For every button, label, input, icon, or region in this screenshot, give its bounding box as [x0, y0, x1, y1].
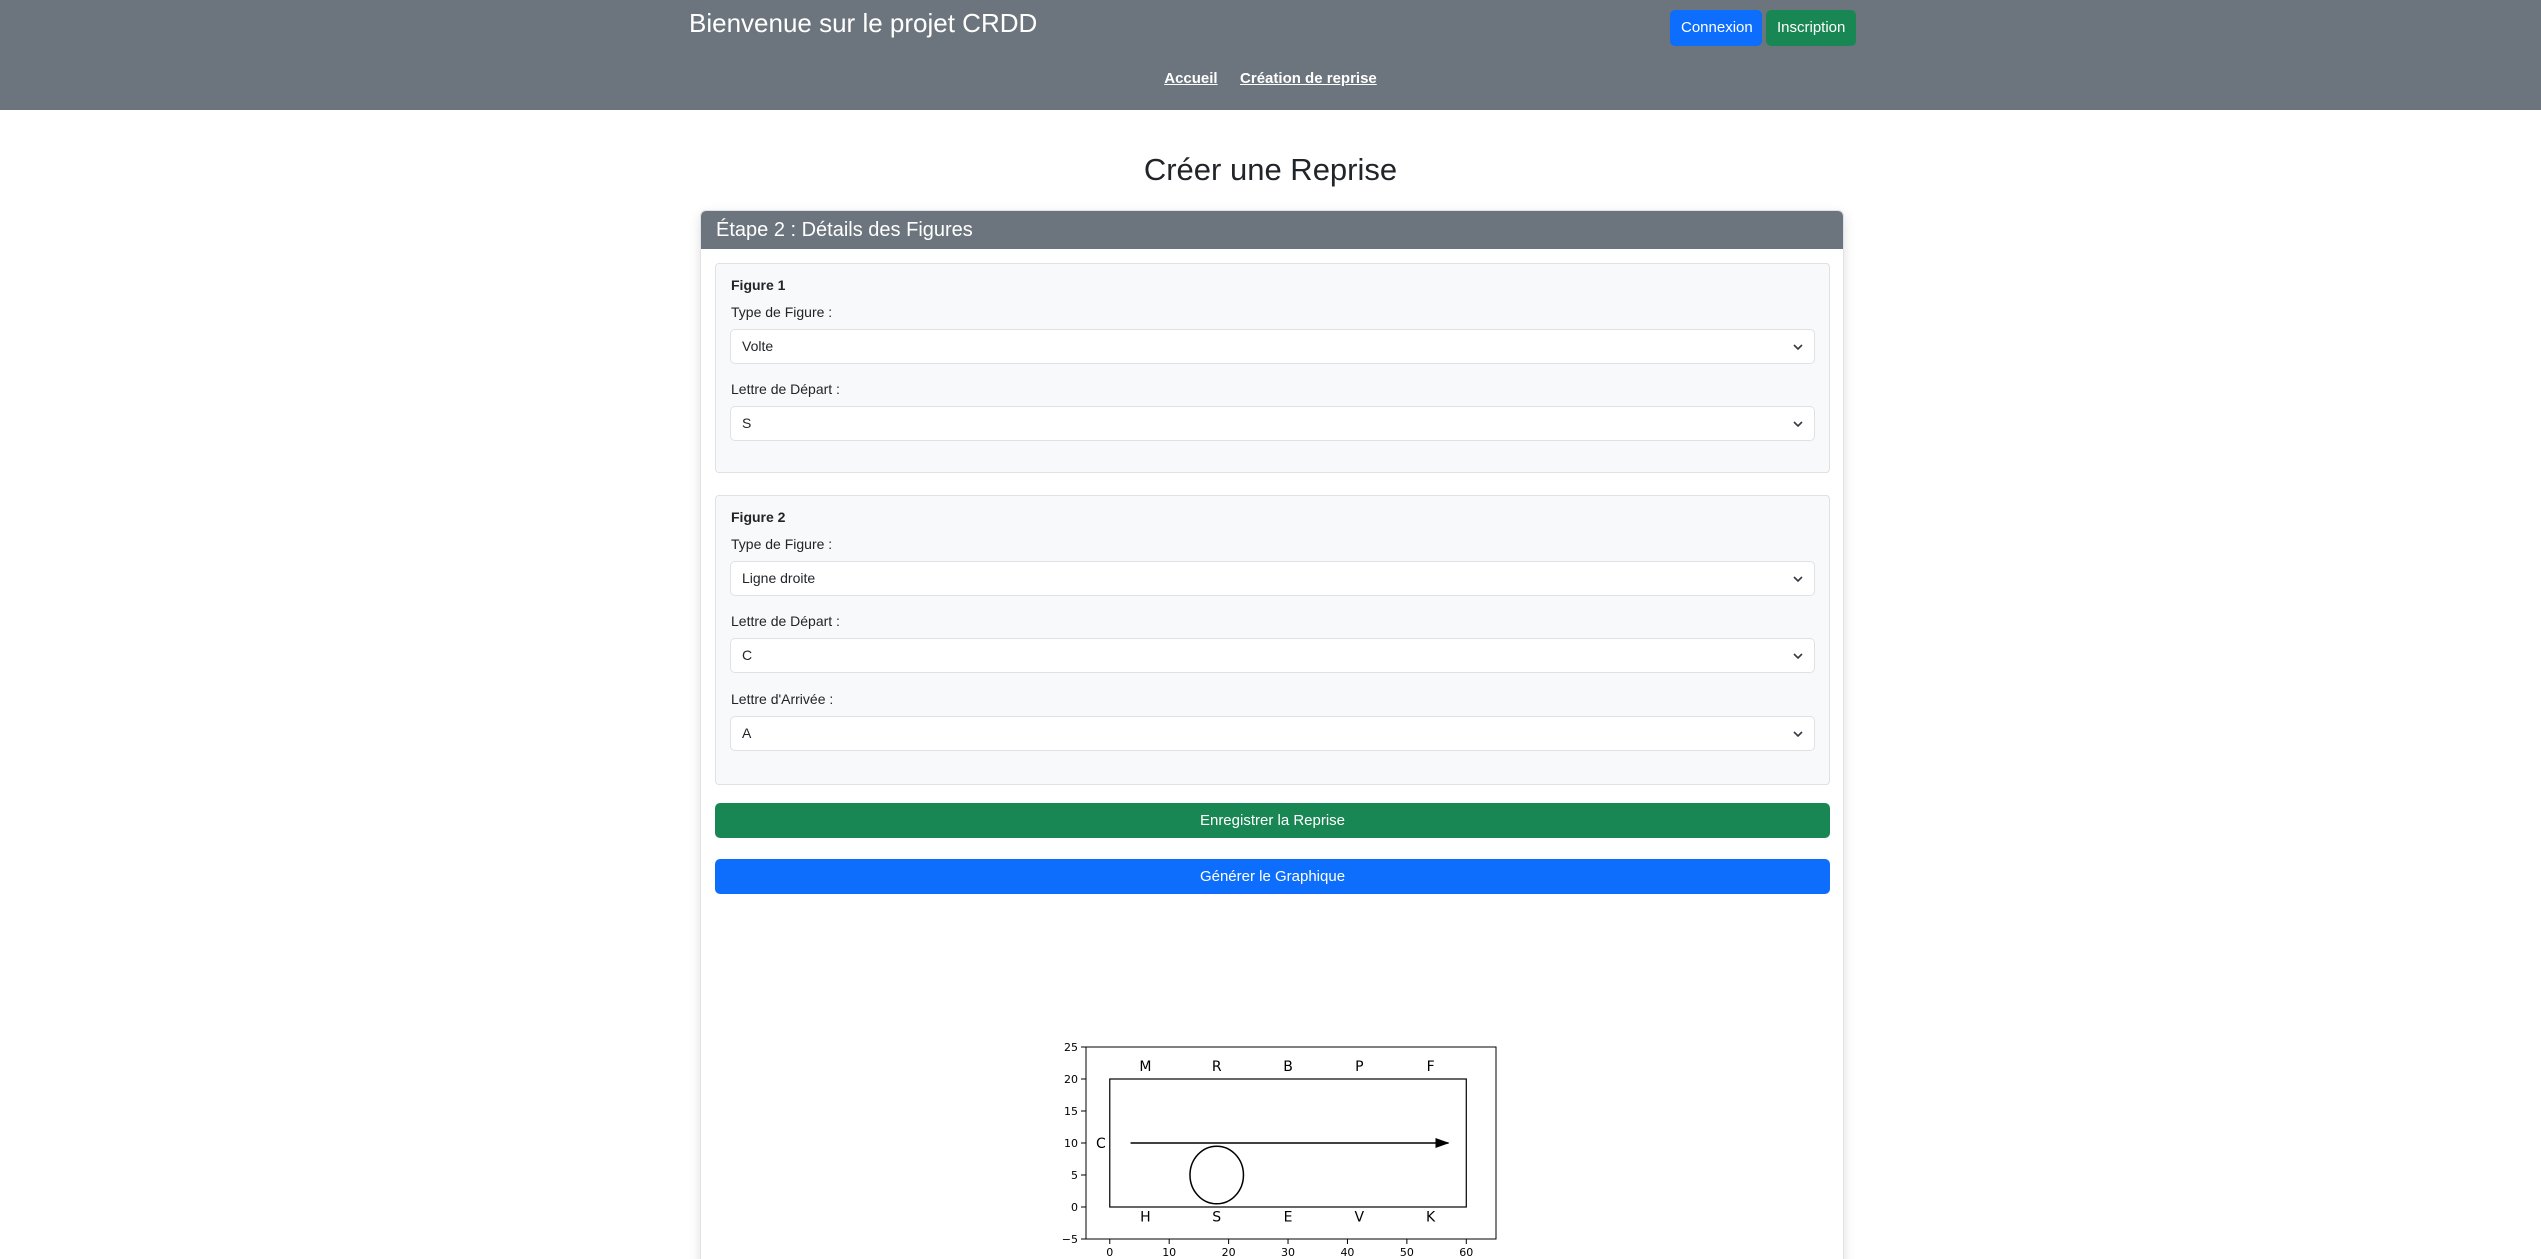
x-tick-label: 30 — [1281, 1246, 1296, 1259]
x-tick-label: 50 — [1399, 1246, 1414, 1259]
chevron-down-icon — [1792, 418, 1804, 430]
chevron-down-icon — [1792, 728, 1804, 740]
figure-1-type-label: Type de Figure : — [731, 304, 833, 320]
y-tick-label: 15 — [1064, 1105, 1078, 1118]
chevron-down-icon — [1792, 573, 1804, 585]
page-title: Créer une Reprise — [1143, 152, 1398, 187]
figure-1-section — [715, 263, 1830, 473]
nav-link-creation-reprise[interactable]: Création de reprise — [1240, 70, 1377, 87]
login-button[interactable]: Connexion — [1670, 10, 1762, 46]
arena-letter: H — [1140, 1209, 1151, 1226]
arena-letter: V — [1354, 1209, 1365, 1226]
figure-2-end-label: Lettre d'Arrivée : — [731, 691, 834, 707]
nav-link-accueil[interactable]: Accueil — [1164, 70, 1218, 87]
save-reprise-button[interactable]: Enregistrer la Reprise — [715, 803, 1830, 838]
figure-2-type-value: Ligne droite — [742, 570, 816, 586]
card-header: Étape 2 : Détails des Figures — [701, 211, 1843, 249]
y-tick-label: 20 — [1064, 1073, 1078, 1086]
main-nav — [0, 70, 2541, 88]
x-tick-label: 20 — [1221, 1246, 1236, 1259]
y-tick-label: −5 — [1061, 1233, 1078, 1246]
figure-1-title: Figure 1 — [731, 277, 786, 293]
y-tick-label: 25 — [1064, 1041, 1078, 1054]
arena-chart — [1011, 1027, 1531, 1259]
figure-2-type-select[interactable] — [730, 561, 1815, 596]
arena-letter: R — [1211, 1059, 1222, 1076]
y-tick-label: 10 — [1064, 1137, 1078, 1150]
figure-1-start-label: Lettre de Départ : — [731, 381, 840, 397]
figure-2-title: Figure 2 — [731, 509, 786, 525]
signup-button[interactable]: Inscription — [1766, 10, 1856, 46]
generate-chart-button[interactable]: Générer le Graphique — [715, 859, 1830, 894]
arena-letter: S — [1212, 1209, 1222, 1226]
arena-letter: B — [1283, 1059, 1293, 1076]
figure-2-start-label: Lettre de Départ : — [731, 613, 840, 629]
figure-2-end-value: A — [742, 725, 752, 741]
arena-letter: P — [1355, 1059, 1364, 1076]
figure-1-start-select[interactable] — [730, 406, 1815, 441]
figure-1-start-value: S — [742, 415, 752, 431]
y-tick-label: 5 — [1071, 1169, 1078, 1182]
x-tick-label: 10 — [1162, 1246, 1177, 1259]
chevron-down-icon — [1792, 341, 1804, 353]
chevron-down-icon — [1792, 650, 1804, 662]
figure-2-start-select[interactable] — [730, 638, 1815, 673]
arena-letter: K — [1426, 1209, 1436, 1226]
figure-1-type-select[interactable] — [730, 329, 1815, 364]
x-tick-label: 0 — [1106, 1246, 1114, 1259]
figure-2-type-label: Type de Figure : — [731, 536, 833, 552]
figures-card — [700, 210, 1844, 1259]
arena-letter: E — [1283, 1209, 1293, 1226]
figure-1-type-value: Volte — [742, 338, 774, 354]
x-tick-label: 40 — [1340, 1246, 1355, 1259]
arena-letter: F — [1426, 1059, 1435, 1076]
site-title: Bienvenue sur le projet CRDD — [689, 8, 1038, 38]
figure-2-end-select[interactable] — [730, 716, 1815, 751]
figure-2-start-value: C — [742, 647, 753, 663]
y-tick-label: 0 — [1071, 1201, 1078, 1214]
x-tick-label: 60 — [1459, 1246, 1474, 1259]
figure-2-section — [715, 495, 1830, 785]
arena-letter: C — [1095, 1136, 1106, 1152]
top-header — [0, 0, 2541, 110]
arena-letter: M — [1139, 1059, 1152, 1076]
